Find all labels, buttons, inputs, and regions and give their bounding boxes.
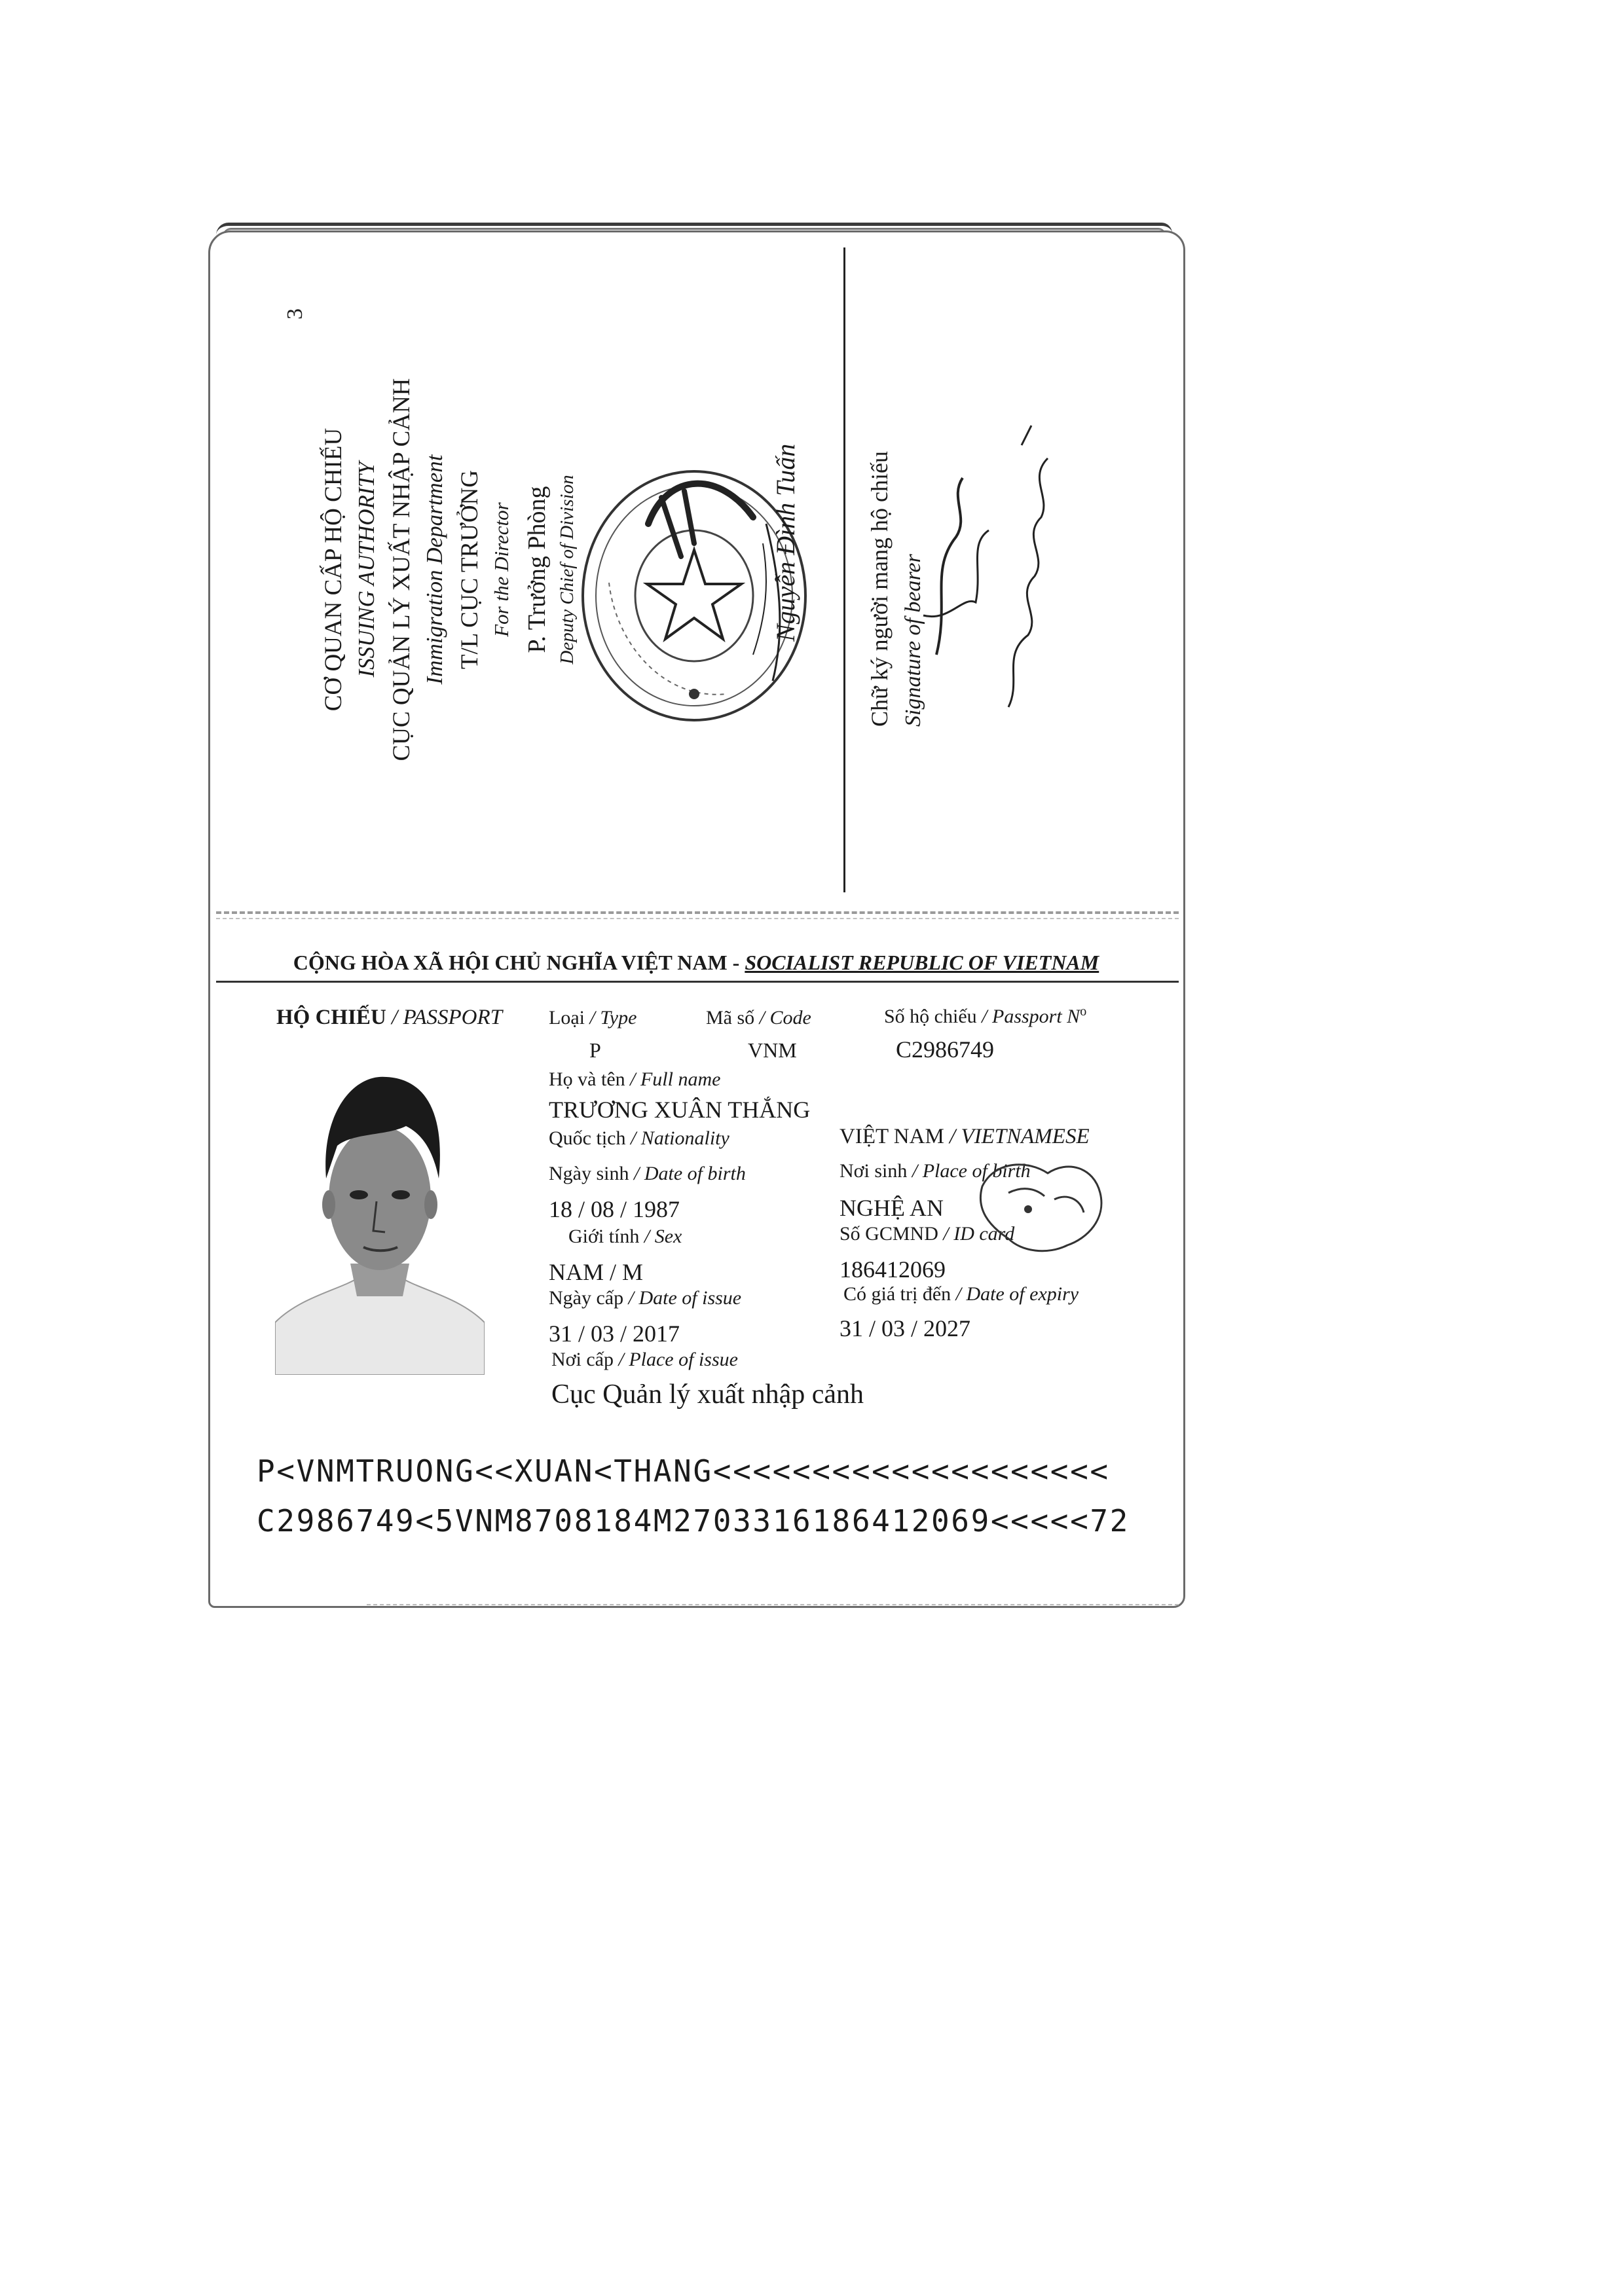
- country-header: [216, 951, 1176, 975]
- place-of-issue-label: Nơi cấp / Place of issue: [551, 1349, 738, 1370]
- lion-watermark-mark: [969, 1147, 1113, 1265]
- code-value: VNM: [748, 1038, 797, 1062]
- page-fold-line: [216, 911, 1179, 914]
- type-value: P: [589, 1038, 601, 1062]
- deputy-chief-en: Deputy Chief of Division: [557, 475, 578, 665]
- dob-label: Ngày sinh / Date of birth: [549, 1163, 746, 1184]
- booklet-bottom-edge: [367, 1604, 1179, 1605]
- code-label: Mã số / Code: [706, 1007, 811, 1029]
- signature-label-vi: Chữ ký người mang hộ chiếu: [866, 450, 893, 727]
- passport-number-value: C2986749: [896, 1036, 995, 1063]
- id-card-value: 186412069: [840, 1256, 946, 1283]
- issue-date-label: Ngày cấp / Date of issue: [549, 1287, 742, 1309]
- country-name-separator: -: [727, 951, 745, 974]
- page-fold-line-secondary: [216, 918, 1179, 919]
- sex-value: NAM / M: [549, 1259, 644, 1285]
- full-name-label: Họ và tên / Full name: [549, 1068, 721, 1090]
- page-divider-line: [843, 247, 845, 892]
- full-name-value: TRƯƠNG XUÂN THẮNG: [549, 1097, 811, 1123]
- nationality-label: Quốc tịch / Nationality: [549, 1127, 729, 1149]
- issue-date-value: 31 / 03 / 2017: [549, 1321, 680, 1347]
- for-director-vi: T/L CỤC TRƯỞNG: [456, 469, 483, 670]
- document-title-en: / PASSPORT: [392, 1006, 503, 1029]
- expiry-date-label: Có giá trị đến / Date of expiry: [843, 1283, 1079, 1305]
- dob-value: 18 / 08 / 1987: [549, 1196, 680, 1222]
- page-number: 3: [283, 308, 307, 319]
- document-title-vi: HỘ CHIẾU: [276, 1006, 386, 1029]
- type-label: Loại / Type: [549, 1007, 637, 1029]
- bearer-signature: [910, 406, 1067, 720]
- header-rule: [216, 981, 1179, 983]
- official-name-handwritten: Nguyễn Đình Tuấn: [771, 443, 800, 642]
- id-card-label: Số GCMND / ID card: [840, 1223, 1015, 1245]
- nationality-value: VIỆT NAM / VIETNAMESE: [840, 1125, 1090, 1148]
- expiry-date-value: 31 / 03 / 2027: [840, 1315, 971, 1341]
- document-title: [276, 1006, 502, 1030]
- deputy-chief-vi: P. Trưởng Phòng: [523, 486, 551, 653]
- country-name-vi: CỘNG HÒA XÃ HỘI CHỦ NGHĨA VIỆT NAM: [293, 951, 728, 974]
- authority-title-vi: CƠ QUAN CẤP HỘ CHIẾU: [320, 428, 347, 712]
- signature-label-en: Signature of bearer: [901, 554, 925, 727]
- sex-label: Giới tính / Sex: [568, 1226, 682, 1247]
- department-name-en: Immigration Department: [422, 454, 447, 685]
- mrz-line-2: C2986749<5VNM8708184M2703316186412069<<<<<72: [257, 1503, 1130, 1539]
- country-name-en: SOCIALIST REPUBLIC OF VIETNAM: [745, 951, 1099, 974]
- issuing-authority-block: [320, 334, 589, 805]
- for-director-en: For the Director: [490, 502, 513, 637]
- mrz-line-1: P<VNMTRUONG<<XUAN<THANG<<<<<<<<<<<<<<<<<<<<: [257, 1453, 1110, 1489]
- place-of-issue-value: Cục Quản lý xuất nhập cảnh: [551, 1379, 864, 1410]
- holder-photo: [275, 1048, 485, 1375]
- department-name-vi: CỤC QUẢN LÝ XUẤT NHẬP CẢNH: [388, 378, 415, 761]
- authority-title-en: ISSUING AUTHORITY: [354, 462, 379, 678]
- pob-label: Nơi sinh / Place of birth: [840, 1160, 1031, 1182]
- passport-number-label: Số hộ chiếu / Passport $N^o$: [884, 1004, 1087, 1027]
- pob-value: NGHỆ AN: [840, 1195, 944, 1221]
